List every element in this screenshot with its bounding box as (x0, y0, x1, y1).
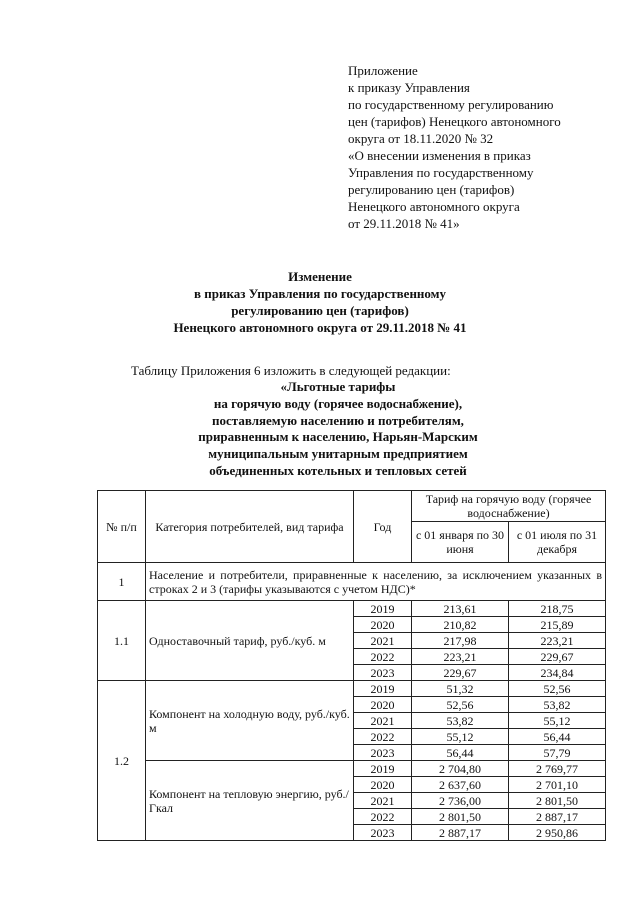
year-cell: 2020 (354, 617, 412, 633)
tariff-cell: 53,82 (509, 697, 606, 713)
tariff-cell: 2 769,77 (509, 761, 606, 777)
tariff-cell: 56,44 (509, 729, 606, 745)
tariff-cell: 2 704,80 (412, 761, 509, 777)
header-period-1: с 01 января по 30 июня (412, 522, 509, 563)
tariff-cell: 218,75 (509, 601, 606, 617)
title-line: Ненецкого автономного округа от 29.11.2018 № 41 (173, 320, 467, 335)
row-category: Компонент на холодную воду, руб./куб. м (146, 681, 354, 761)
tariff-cell: 55,12 (412, 729, 509, 745)
intro-text: Таблицу Приложения 6 изложить в следующей редакции: (131, 363, 451, 378)
tariff-cell: 56,44 (412, 745, 509, 761)
row-num: 1.1 (98, 601, 146, 681)
document-title (0, 268, 640, 336)
tariff-cell: 229,67 (412, 665, 509, 681)
title-line: Изменение (288, 269, 352, 284)
appendix-line: к приказу Управления (348, 80, 470, 95)
appendix-line: от 29.11.2018 № 41» (348, 216, 460, 231)
tariff-cell: 2 887,17 (509, 809, 606, 825)
tariff-cell: 2 801,50 (412, 809, 509, 825)
appendix-line: Приложение (348, 63, 418, 78)
table-subtitle (0, 379, 640, 480)
row-num: 1.2 (98, 681, 146, 841)
year-cell: 2019 (354, 601, 412, 617)
year-cell: 2019 (354, 681, 412, 697)
appendix-line: «О внесении изменения в приказ (348, 148, 531, 163)
header-category: Категория потребителей, вид тарифа (146, 491, 354, 563)
year-cell: 2022 (354, 729, 412, 745)
subtitle-line: приравненным к населению, Нарьян-Марским (198, 429, 478, 445)
header-num: № п/п (98, 491, 146, 563)
year-cell: 2021 (354, 633, 412, 649)
subtitle-line: на горячую воду (горячее водоснабжение), (213, 395, 463, 411)
tariff-cell: 53,82 (412, 713, 509, 729)
tariff-cell: 223,21 (412, 649, 509, 665)
tariff-cell: 2 736,00 (412, 793, 509, 809)
tariff-cell: 215,89 (509, 617, 606, 633)
appendix-line: регулированию цен (тарифов) (348, 182, 515, 197)
tariff-cell: 223,21 (509, 633, 606, 649)
subtitle-line: «Льготные тарифы (280, 379, 396, 394)
year-cell: 2020 (354, 697, 412, 713)
header-tariff: Тариф на горячую воду (горячее водоснабжение) (412, 491, 606, 522)
title-line: регулированию цен (тарифов) (231, 303, 409, 318)
header-period-2: с 01 июля по 31 декабря (509, 522, 606, 563)
tariff-cell: 229,67 (509, 649, 606, 665)
subtitle-line: объединенных котельных и тепловых сетей (209, 462, 467, 478)
year-cell: 2023 (354, 825, 412, 841)
section-num: 1 (98, 563, 146, 601)
tariff-cell: 52,56 (412, 697, 509, 713)
appendix-line: Управления по государственному (348, 165, 534, 180)
tariff-cell: 234,84 (509, 665, 606, 681)
appendix-line: округа от 18.11.2020 № 32 (348, 131, 494, 146)
tariff-cell: 52,56 (509, 681, 606, 697)
tariff-table (97, 490, 606, 841)
appendix-line: цен (тарифов) Ненецкого автономного (348, 114, 561, 129)
tariff-cell: 2 701,10 (509, 777, 606, 793)
subtitle-line: муниципальным унитарным предприятием (208, 446, 468, 462)
appendix-line: по государственному регулированию (348, 97, 554, 112)
year-cell: 2022 (354, 809, 412, 825)
year-cell: 2022 (354, 649, 412, 665)
year-cell: 2023 (354, 665, 412, 681)
appendix-block (348, 62, 598, 232)
tariff-cell: 217,98 (412, 633, 509, 649)
year-cell: 2021 (354, 713, 412, 729)
year-cell: 2021 (354, 793, 412, 809)
tariff-cell: 2 801,50 (509, 793, 606, 809)
tariff-cell: 2 950,86 (509, 825, 606, 841)
row-category: Одноставочный тариф, руб./куб. м (146, 601, 354, 681)
tariff-cell: 210,82 (412, 617, 509, 633)
tariff-cell: 213,61 (412, 601, 509, 617)
header-year: Год (354, 491, 412, 563)
tariff-cell: 55,12 (509, 713, 606, 729)
year-cell: 2019 (354, 761, 412, 777)
tariff-cell: 2 637,60 (412, 777, 509, 793)
appendix-line: Ненецкого автономного округа (348, 199, 520, 214)
row-category: Компонент на тепловую энергию, руб./Гкал (146, 761, 354, 841)
title-line: в приказ Управления по государственному (193, 286, 447, 301)
tariff-cell: 51,32 (412, 681, 509, 697)
year-cell: 2023 (354, 745, 412, 761)
tariff-cell: 57,79 (509, 745, 606, 761)
section-description: Население и потребители, приравненные к населению, за исключением указанных в строках 2 и 3 (тарифы указываются с учетом НДС)* (146, 563, 606, 601)
subtitle-line: поставляемую населению и потребителям, (212, 412, 464, 428)
tariff-cell: 2 887,17 (412, 825, 509, 841)
year-cell: 2020 (354, 777, 412, 793)
